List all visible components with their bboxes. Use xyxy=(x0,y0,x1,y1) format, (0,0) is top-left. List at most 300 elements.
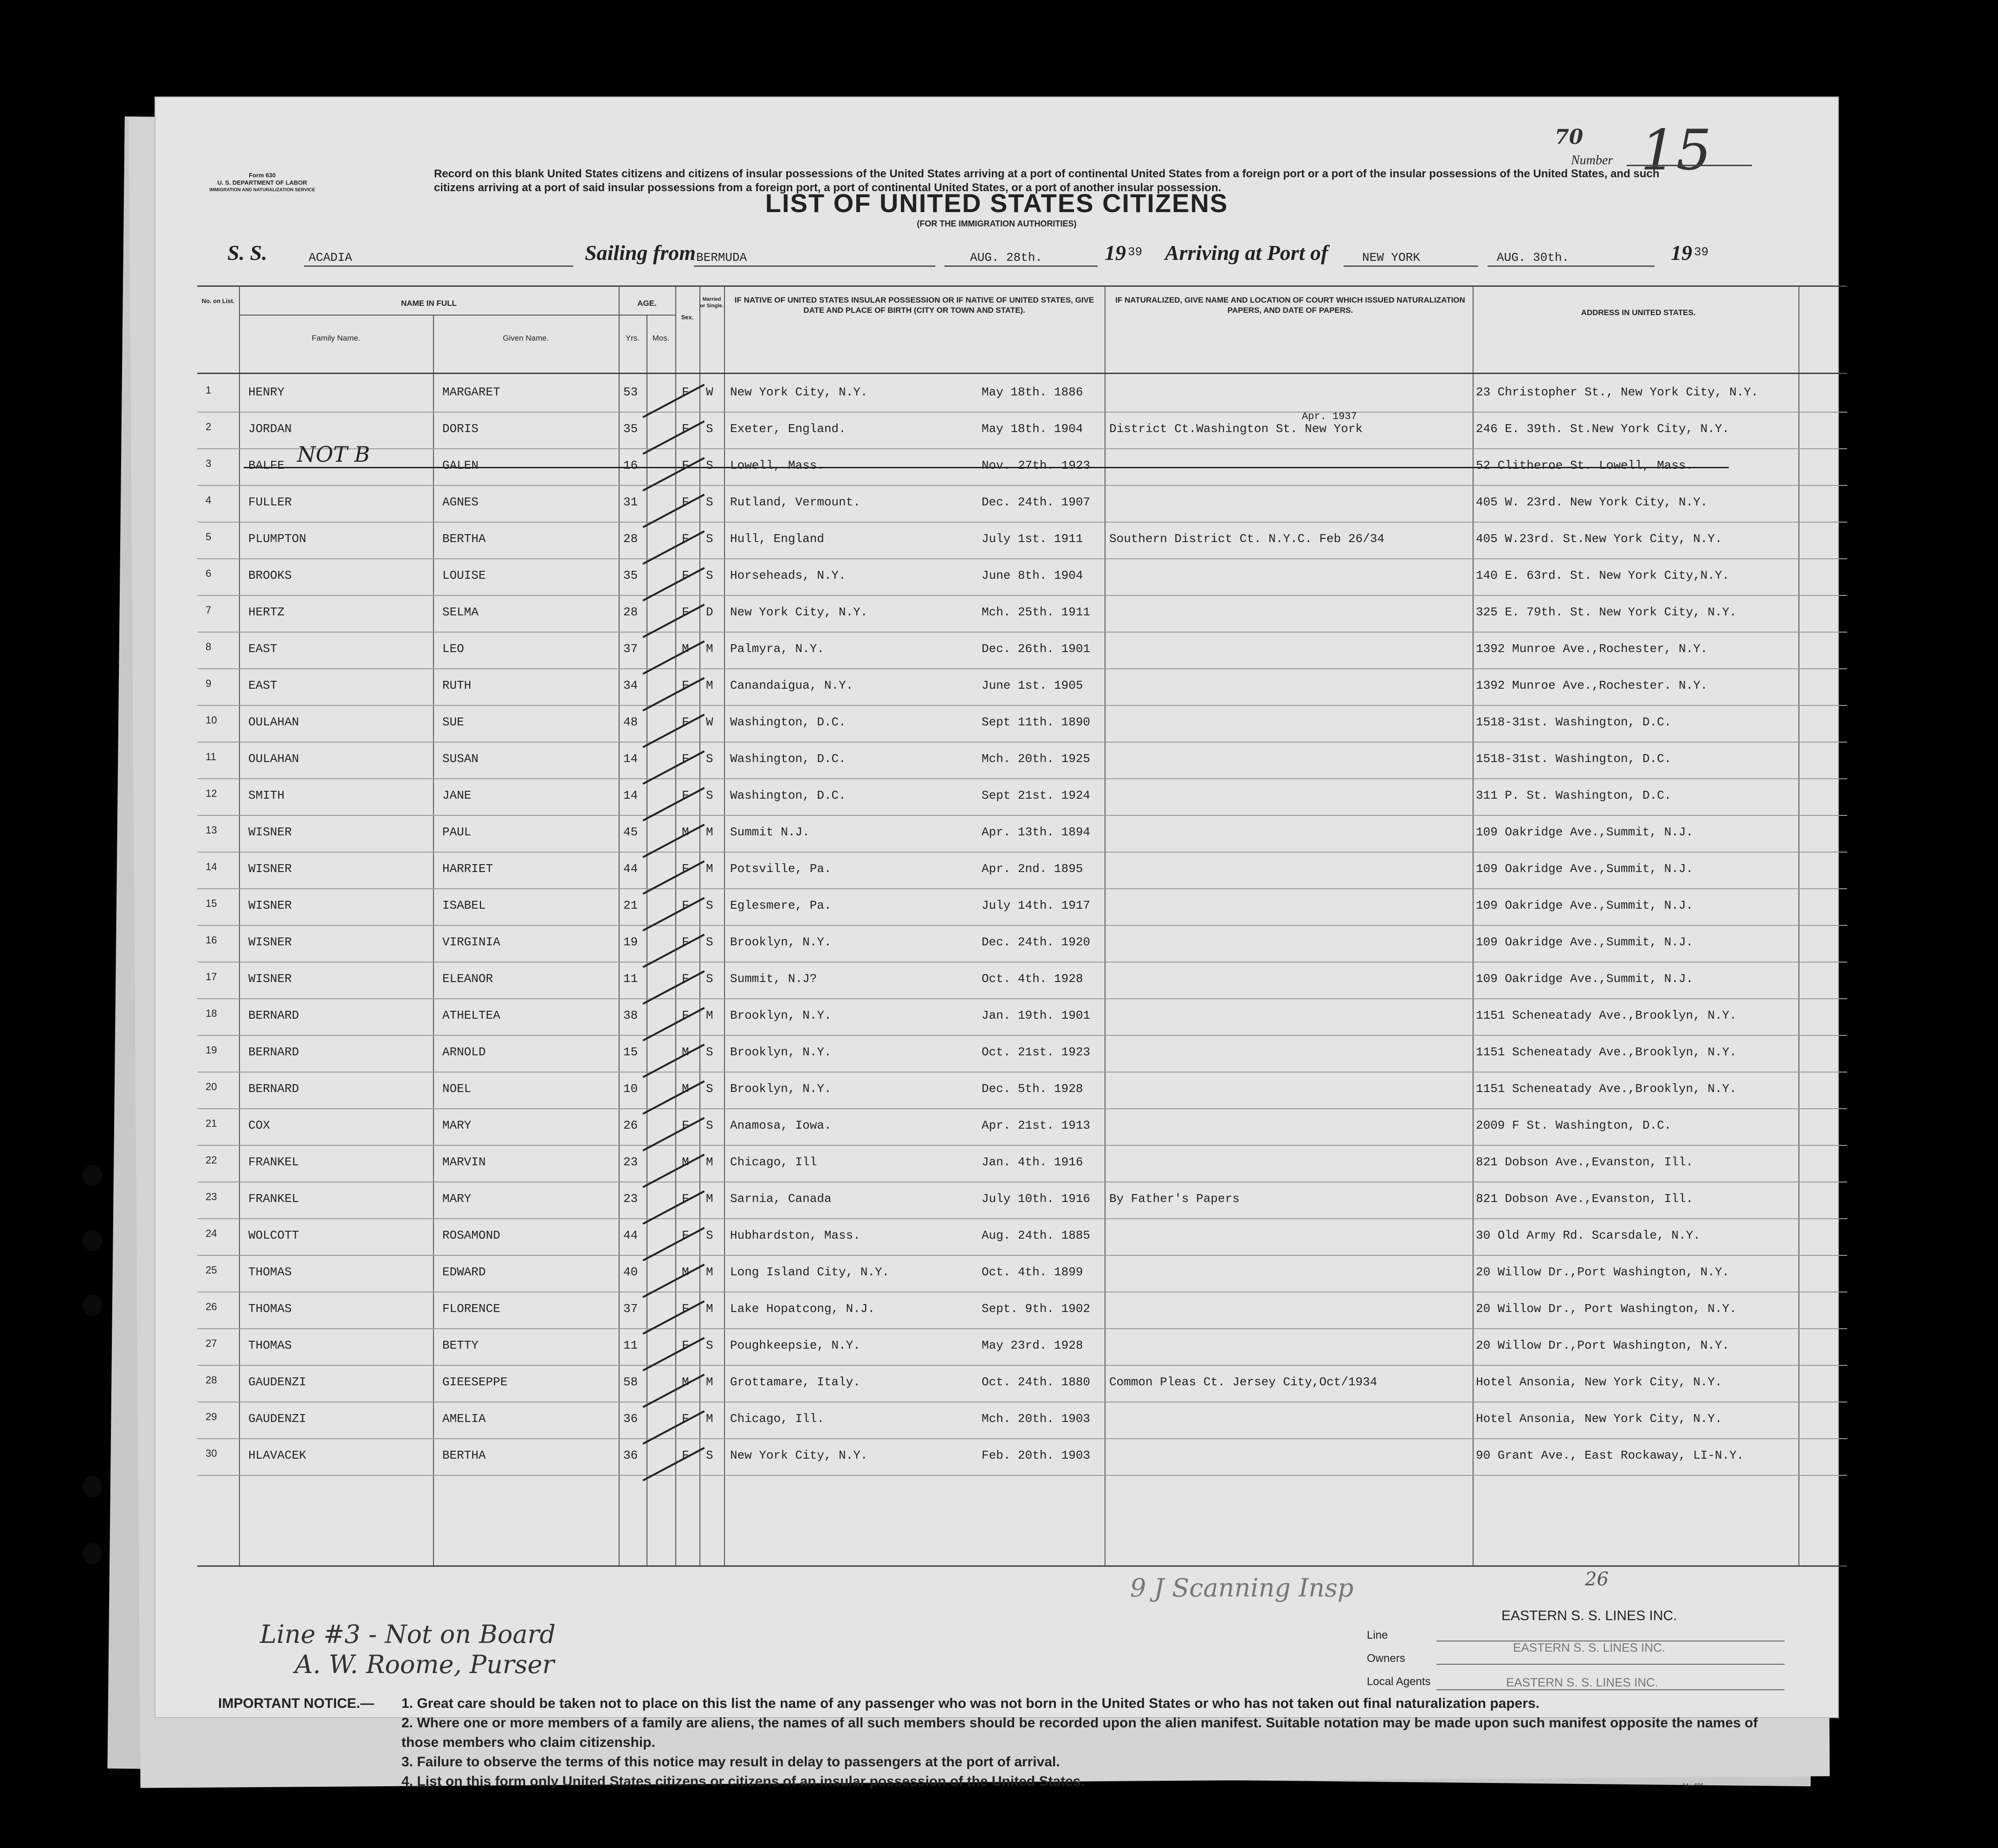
table-row xyxy=(197,558,1847,596)
birthplace: Washington, D.C. xyxy=(730,788,846,802)
age-years: 23 xyxy=(623,1155,638,1169)
sex: F xyxy=(682,532,689,546)
address: 821 Dobson Ave.,Evanston, Ill. xyxy=(1476,1155,1694,1169)
given-name: SUSAN xyxy=(442,752,479,766)
address: 20 Willow Dr.,Port Washington, N.Y. xyxy=(1476,1265,1730,1279)
address: 109 Oakridge Ave.,Summit, N.J. xyxy=(1476,935,1694,949)
agents-label: Local Agents xyxy=(1367,1675,1431,1688)
age-years: 38 xyxy=(623,1008,638,1022)
birthdate: Jan. 4th. 1916 xyxy=(982,1155,1083,1169)
age-years: 28 xyxy=(623,605,638,619)
col-naturalized: IF NATURALIZED, GIVE NAME AND LOCATION OF COURT WHICH ISSUED NATURALIZATION PAPERS, AND DATE OF PAPERS. xyxy=(1115,296,1465,315)
age-years: 53 xyxy=(623,385,638,399)
row-number: 16 xyxy=(206,934,217,946)
form-no: Form 630 xyxy=(249,172,276,179)
passenger-count: 26 xyxy=(1585,1569,1609,1590)
row-number: 30 xyxy=(206,1447,217,1459)
handwritten-annotation: NOT B xyxy=(297,442,370,467)
marital-status: W xyxy=(706,385,713,399)
table-row xyxy=(197,888,1847,926)
birthplace: Summit, N.J? xyxy=(730,972,817,986)
table-row xyxy=(197,1292,1847,1329)
notice-item: 2. Where one or more members of a family are aliens, the names of all such members should be recorded upon the alien manifest. Suitable notation may be made upon such manifest opposite the names of those members who claim citizenship. xyxy=(401,1715,1758,1750)
table-row xyxy=(197,1072,1847,1109)
birthdate: Dec. 5th. 1928 xyxy=(982,1082,1083,1096)
sailing-from: BERMUDA xyxy=(696,251,747,265)
marital-status: S xyxy=(706,422,713,436)
sex: F xyxy=(682,605,689,619)
birthdate: Oct. 4th. 1928 xyxy=(982,972,1083,986)
marital-status: D xyxy=(706,605,713,619)
birthplace: Hubhardston, Mass. xyxy=(730,1228,860,1242)
family-name: FULLER xyxy=(248,495,292,509)
birthdate: July 10th. 1916 xyxy=(982,1192,1091,1206)
dep-year: 39 xyxy=(1128,245,1143,259)
birthdate: Mch. 20th. 1925 xyxy=(982,752,1091,766)
birthplace: Lake Hopatcong, N.J. xyxy=(730,1302,875,1316)
birthplace: Canandaigua, N.Y. xyxy=(730,678,854,692)
address: 109 Oakridge Ave.,Summit, N.J. xyxy=(1476,898,1694,912)
address: 405 W. 23rd. New York City, N.Y. xyxy=(1476,495,1708,509)
sex: F xyxy=(682,935,689,949)
family-name: BERNARD xyxy=(248,1082,299,1096)
row-number: 18 xyxy=(206,1008,217,1019)
marital-status: S xyxy=(706,532,713,546)
address: 1392 Munroe Ave.,Rochester, N.Y. xyxy=(1476,642,1708,656)
age-years: 14 xyxy=(623,752,638,766)
row-number: 26 xyxy=(206,1301,217,1312)
row-number: 6 xyxy=(206,568,212,579)
address: 20 Willow Dr.,Port Washington, N.Y. xyxy=(1476,1338,1730,1352)
sex: M xyxy=(682,642,689,656)
table-row xyxy=(197,705,1847,743)
arrival-underline xyxy=(1487,265,1655,267)
birthplace: Chicago, Ill xyxy=(730,1155,817,1169)
sex: F xyxy=(682,495,689,509)
given-name: JANE xyxy=(442,788,472,802)
marital-status: M xyxy=(706,1192,713,1206)
marital-status: S xyxy=(706,788,713,802)
birthplace: Grottamare, Italy. xyxy=(730,1375,860,1389)
given-name: BETTY xyxy=(442,1338,479,1352)
family-name: FRANKEL xyxy=(248,1192,299,1206)
age-years: 11 xyxy=(623,1338,638,1352)
family-name: FRANKEL xyxy=(248,1155,299,1169)
address: 405 W.23rd. St.New York City, N.Y. xyxy=(1476,532,1722,546)
family-name: THOMAS xyxy=(248,1265,292,1279)
birthplace: Summit N.J. xyxy=(730,825,810,839)
address: 20 Willow Dr., Port Washington, N.Y. xyxy=(1476,1302,1737,1316)
sex: F xyxy=(682,788,689,802)
birthplace: Long Island City, N.Y. xyxy=(730,1265,890,1279)
arr-year-prefix: 19 xyxy=(1671,241,1692,265)
birthplace: New York City, N.Y. xyxy=(730,605,868,619)
family-name: WISNER xyxy=(248,862,292,876)
given-name: ISABEL xyxy=(442,898,486,912)
birthplace: Potsville, Pa. xyxy=(730,862,832,876)
family-name: GAUDENZI xyxy=(248,1375,306,1389)
birthplace: Horseheads, N.Y. xyxy=(730,569,846,582)
birthdate: July 14th. 1917 xyxy=(982,898,1091,912)
address: 23 Christopher St., New York City, N.Y. xyxy=(1476,385,1759,399)
family-name: OULAHAN xyxy=(248,715,299,729)
marital-status: S xyxy=(706,1082,713,1096)
age-years: 44 xyxy=(623,862,638,876)
line-company: EASTERN S. S. LINES INC. xyxy=(1501,1608,1677,1623)
birthplace: Brooklyn, N.Y. xyxy=(730,935,832,949)
col-sex: Sex. xyxy=(681,314,694,321)
family-name: GAUDENZI xyxy=(248,1412,306,1426)
birthplace: Hull, England xyxy=(730,532,824,546)
sex: F xyxy=(682,972,689,986)
col-name-in-full: NAME IN FULL xyxy=(401,299,457,308)
row-number: 22 xyxy=(206,1154,217,1166)
birthdate: May 18th. 1904 xyxy=(982,422,1083,436)
row-number: 4 xyxy=(206,494,212,506)
given-name: RUTH xyxy=(442,678,472,692)
family-name: EAST xyxy=(248,678,278,692)
age-years: 36 xyxy=(623,1412,638,1426)
table-row xyxy=(197,1145,1847,1182)
col-birth: IF NATIVE OF UNITED STATES INSULAR POSSESSION OR IF NATIVE OF UNITED STATES, GIVE DATE AND PLACE OF BIRTH (CITY OR TOWN AND STATE). xyxy=(734,296,1094,315)
table-row xyxy=(197,998,1847,1036)
sex: M xyxy=(682,1045,689,1059)
birthdate: Sept 11th. 1890 xyxy=(982,715,1091,729)
address: 1518-31st. Washington, D.C. xyxy=(1476,752,1672,766)
family-name: WOLCOTT xyxy=(248,1228,299,1242)
table-row xyxy=(197,375,1847,413)
given-name: EDWARD xyxy=(442,1265,486,1279)
age-years: 37 xyxy=(623,642,638,656)
dep-year-prefix: 19 xyxy=(1105,241,1126,265)
birthplace: Palmyra, N.Y. xyxy=(730,642,824,656)
birthdate: Apr. 21st. 1913 xyxy=(982,1118,1091,1132)
address: 109 Oakridge Ave.,Summit, N.J. xyxy=(1476,825,1694,839)
birthdate: Dec. 24th. 1920 xyxy=(982,935,1091,949)
sex: F xyxy=(682,1412,689,1426)
birthplace: Anamosa, Iowa. xyxy=(730,1118,832,1132)
address: 1392 Munroe Ave.,Rochester. N.Y. xyxy=(1476,678,1708,692)
family-name: THOMAS xyxy=(248,1338,292,1352)
agents-company: EASTERN S. S. LINES INC. xyxy=(1506,1675,1658,1689)
naturalization-note: Apr. 1937 xyxy=(1302,411,1357,422)
marital-status: S xyxy=(706,569,713,582)
ship-name: ACADIA xyxy=(309,251,352,265)
age-years: 36 xyxy=(623,1448,638,1462)
given-name: ELEANOR xyxy=(442,972,493,986)
given-name: ATHELTEA xyxy=(442,1008,500,1022)
birthplace: New York City, N.Y. xyxy=(730,385,868,399)
birthplace: Chicago, Ill. xyxy=(730,1412,824,1426)
given-name: MARY xyxy=(442,1192,472,1206)
table-row xyxy=(197,1365,1847,1402)
given-name: MARY xyxy=(442,1118,472,1132)
given-name: SELMA xyxy=(442,605,479,619)
table-row xyxy=(197,412,1847,449)
given-name: GALEN xyxy=(442,459,479,472)
birthdate: May 18th. 1886 xyxy=(982,385,1083,399)
arriving-label: Arriving at Port of xyxy=(1165,241,1328,265)
birthplace: Eglesmere, Pa. xyxy=(730,898,832,912)
table-row xyxy=(197,1402,1847,1439)
line-label: Line xyxy=(1367,1629,1388,1641)
marital-status: S xyxy=(706,898,713,912)
table-row xyxy=(197,962,1847,999)
page-title: LIST OF UNITED STATES CITIZENS xyxy=(765,188,1229,218)
family-name: BROOKS xyxy=(248,569,292,582)
birthdate: July 1st. 1911 xyxy=(982,532,1083,546)
age-years: 21 xyxy=(623,898,638,912)
service: IMMIGRATION AND NATURALIZATION SERVICE xyxy=(209,187,315,193)
sex: F xyxy=(682,898,689,912)
address: 140 E. 63rd. St. New York City,N.Y. xyxy=(1476,569,1730,582)
age-years: 19 xyxy=(623,935,638,949)
sex: M xyxy=(682,1155,689,1169)
handwritten-note: Line #3 - Not on Board xyxy=(260,1620,556,1649)
col-no: No. on List. xyxy=(201,297,235,304)
serial-number: 70 xyxy=(1555,125,1584,149)
birthdate: Apr. 2nd. 1895 xyxy=(982,862,1083,876)
birthplace: Brooklyn, N.Y. xyxy=(730,1082,832,1096)
birthplace: Sarnia, Canada xyxy=(730,1192,832,1206)
age-years: 14 xyxy=(623,788,638,802)
department: U. S. DEPARTMENT OF LABOR xyxy=(217,179,307,186)
departure-date: AUG. 28th. xyxy=(970,251,1043,265)
table-row xyxy=(197,852,1847,889)
birthdate: June 8th. 1904 xyxy=(982,569,1083,582)
row-number: 14 xyxy=(206,861,217,872)
age-years: 11 xyxy=(623,972,638,986)
family-name: EAST xyxy=(248,642,278,656)
number-underline xyxy=(1627,165,1752,166)
manifest-page xyxy=(155,97,1838,1789)
col-given-name: Given Name. xyxy=(503,334,549,342)
sex: F xyxy=(682,569,689,582)
notice-item: 3. Failure to observe the terms of this notice may result in delay to passengers at the port of arrival. xyxy=(401,1754,1060,1770)
age-years: 44 xyxy=(623,1228,638,1242)
row-number: 1 xyxy=(206,384,212,396)
age-years: 40 xyxy=(623,1265,638,1279)
age-years: 10 xyxy=(623,1082,638,1096)
marital-status: M xyxy=(706,1302,713,1316)
family-name: HLAVACEK xyxy=(248,1448,306,1462)
row-number: 27 xyxy=(206,1338,217,1349)
col-mos: Mos. xyxy=(652,334,670,342)
table-row xyxy=(197,1182,1847,1219)
owners-company: EASTERN S. S. LINES INC. xyxy=(1513,1641,1665,1654)
row-number: 24 xyxy=(206,1228,217,1239)
table-row xyxy=(197,1328,1847,1366)
age-years: 23 xyxy=(623,1192,638,1206)
family-name: WISNER xyxy=(248,898,292,912)
birthdate: June 1st. 1905 xyxy=(982,678,1083,692)
birthdate: Sept. 9th. 1902 xyxy=(982,1302,1091,1316)
binder-holes xyxy=(0,0,139,1848)
purser-signature: A. W. Roome, Purser xyxy=(295,1650,555,1679)
arrival-date: AUG. 30th. xyxy=(1497,251,1570,265)
age-years: 58 xyxy=(623,1375,638,1389)
marital-status: S xyxy=(706,459,713,472)
row-number: 23 xyxy=(206,1191,217,1202)
table-row xyxy=(197,632,1847,669)
family-name: HENRY xyxy=(248,385,285,399)
birthdate: Nov. 27th. 1923 xyxy=(982,459,1091,472)
marital-status: S xyxy=(706,1338,713,1352)
birthdate: Dec. 26th. 1901 xyxy=(982,642,1091,656)
family-name: WISNER xyxy=(248,825,292,839)
birthdate: Feb. 20th. 1903 xyxy=(982,1448,1091,1462)
row-number: 12 xyxy=(206,788,217,799)
birthplace: Brooklyn, N.Y. xyxy=(730,1008,832,1022)
address: Hotel Ansonia, New York City, N.Y. xyxy=(1476,1412,1722,1426)
marital-status: S xyxy=(706,495,713,509)
family-name: PLUMPTON xyxy=(248,532,306,546)
family-name: COX xyxy=(248,1118,270,1132)
from-underline xyxy=(694,265,935,267)
naturalization: Southern District Ct. N.Y.C. Feb 26/34 xyxy=(1109,532,1384,546)
table-row xyxy=(197,1108,1847,1146)
given-name: ARNOLD xyxy=(442,1045,486,1059)
sailing-label: Sailing from xyxy=(585,241,696,265)
sex: M xyxy=(682,1375,689,1389)
birthdate: Sept 21st. 1924 xyxy=(982,788,1091,802)
birthdate: May 23rd. 1928 xyxy=(982,1338,1083,1352)
marital-status: M xyxy=(706,825,713,839)
sex: F xyxy=(682,752,689,766)
table-row xyxy=(197,1035,1847,1073)
arrival-port: NEW YORK xyxy=(1362,251,1420,265)
printer-code: 14—606 xyxy=(1682,1782,1704,1789)
address: 109 Oakridge Ave.,Summit, N.J. xyxy=(1476,862,1694,876)
table-row xyxy=(197,668,1847,706)
marital-status: M xyxy=(706,862,713,876)
table-row xyxy=(197,522,1847,559)
address: 109 Oakridge Ave.,Summit, N.J. xyxy=(1476,972,1694,986)
family-name: JORDAN xyxy=(248,422,292,436)
family-name: THOMAS xyxy=(248,1302,292,1316)
table-row xyxy=(197,778,1847,816)
given-name: AGNES xyxy=(442,495,479,509)
row-number: 20 xyxy=(206,1081,217,1092)
sex: F xyxy=(682,1008,689,1022)
list-number: 15 xyxy=(1641,118,1712,183)
family-name: WISNER xyxy=(248,972,292,986)
age-years: 31 xyxy=(623,495,638,509)
given-name: LOUISE xyxy=(442,569,486,582)
marital-status: M xyxy=(706,1265,713,1279)
birthdate: Dec. 24th. 1907 xyxy=(982,495,1091,509)
arr-year: 39 xyxy=(1694,245,1709,259)
row-number: 2 xyxy=(206,421,212,433)
given-name: FLORENCE xyxy=(442,1302,500,1316)
address: 1151 Scheneatady Ave.,Brooklyn, N.Y. xyxy=(1476,1008,1737,1022)
given-name: DORIS xyxy=(442,422,479,436)
marital-status: S xyxy=(706,1118,713,1132)
sex: F xyxy=(682,678,689,692)
family-name: BALFE xyxy=(248,459,285,472)
row-number: 11 xyxy=(206,751,216,762)
age-years: 37 xyxy=(623,1302,638,1316)
age-years: 34 xyxy=(623,678,638,692)
row-number: 28 xyxy=(206,1374,217,1386)
port-underline xyxy=(1344,265,1478,267)
naturalization: District Ct.Washington St. New York xyxy=(1109,422,1363,436)
sex: F xyxy=(682,1448,689,1462)
given-name: NOEL xyxy=(442,1082,472,1096)
table-row xyxy=(197,815,1847,853)
birthdate: Oct. 21st. 1923 xyxy=(982,1045,1091,1059)
marital-status: S xyxy=(706,1045,713,1059)
birthplace: Washington, D.C. xyxy=(730,752,846,766)
page-subtitle: (FOR THE IMMIGRATION AUTHORITIES) xyxy=(917,219,1077,228)
marital-status: M xyxy=(706,678,713,692)
notice-item: 4. List on this form only United States citizens or citizens of an insular possession of the United States. xyxy=(401,1774,1085,1789)
given-name: LEO xyxy=(442,642,464,656)
address: 2009 F St. Washington, D.C. xyxy=(1476,1118,1672,1132)
given-name: MARVIN xyxy=(442,1155,486,1169)
ship-underline xyxy=(304,265,573,267)
given-name: HARRIET xyxy=(442,862,493,876)
marital-status: S xyxy=(706,935,713,949)
given-name: SUE xyxy=(442,715,464,729)
marital-status: M xyxy=(706,1008,713,1022)
row-number: 21 xyxy=(206,1118,217,1129)
birthdate: Jan. 19th. 1901 xyxy=(982,1008,1091,1022)
birthplace: New York City, N.Y. xyxy=(730,1448,868,1462)
age-years: 48 xyxy=(623,715,638,729)
sex: F xyxy=(682,422,689,436)
age-years: 45 xyxy=(623,825,638,839)
given-name: ROSAMOND xyxy=(442,1228,500,1242)
address: 311 P. St. Washington, D.C. xyxy=(1476,788,1672,802)
marital-status: M xyxy=(706,1412,713,1426)
address: 325 E. 79th. St. New York City, N.Y. xyxy=(1476,605,1737,619)
header-notice: Record on this blank United States citizens and citizens of insular possessions of the United States arriving at a port of continental United States from a foreign port or a port of the insular possessions of the United States, and such citizens arriving at a port of said insular possessions from a foreign port, a port of continental United States, or a port of another insular possession. xyxy=(434,168,1660,194)
marital-status: W xyxy=(706,715,713,729)
birthplace: Poughkeepsie, N.Y. xyxy=(730,1338,860,1352)
marital-status: S xyxy=(706,972,713,986)
age-years: 26 xyxy=(623,1118,638,1132)
row-number: 13 xyxy=(206,824,217,836)
address: 30 Old Army Rd. Scarsdale, N.Y. xyxy=(1476,1228,1701,1242)
strikethrough-line xyxy=(244,467,1729,468)
row-number: 15 xyxy=(206,898,217,909)
sex: F xyxy=(682,1228,689,1242)
age-years: 28 xyxy=(623,532,638,546)
address: 1518-31st. Washington, D.C. xyxy=(1476,715,1672,729)
birthdate: Apr. 13th. 1894 xyxy=(982,825,1091,839)
sex: F xyxy=(682,1302,689,1316)
notice-item: 1. Great care should be taken not to place on this list the name of any passenger who was not born in the United States or who has not taken out final naturalization papers. xyxy=(401,1696,1540,1711)
address: 90 Grant Ave., East Rockaway, LI-N.Y. xyxy=(1476,1448,1744,1462)
family-name: BERNARD xyxy=(248,1045,299,1059)
family-name: HERTZ xyxy=(248,605,285,619)
given-name: MARGARET xyxy=(442,385,500,399)
birthplace: Brooklyn, N.Y. xyxy=(730,1045,832,1059)
row-number: 10 xyxy=(206,714,217,726)
birthdate: Mch. 20th. 1903 xyxy=(982,1412,1091,1426)
row-number: 29 xyxy=(206,1411,217,1422)
marital-status: M xyxy=(706,1155,713,1169)
given-name: BERTHA xyxy=(442,532,486,546)
birthdate: Mch. 25th. 1911 xyxy=(982,605,1091,619)
family-name: BERNARD xyxy=(248,1008,299,1022)
table-row xyxy=(197,595,1847,633)
inspector-note: 9 J Scanning Insp xyxy=(1130,1573,1354,1602)
number-label: Number xyxy=(1571,153,1613,168)
age-years: 35 xyxy=(623,569,638,582)
naturalization: Common Pleas Ct. Jersey City,Oct/1934 xyxy=(1109,1375,1377,1389)
